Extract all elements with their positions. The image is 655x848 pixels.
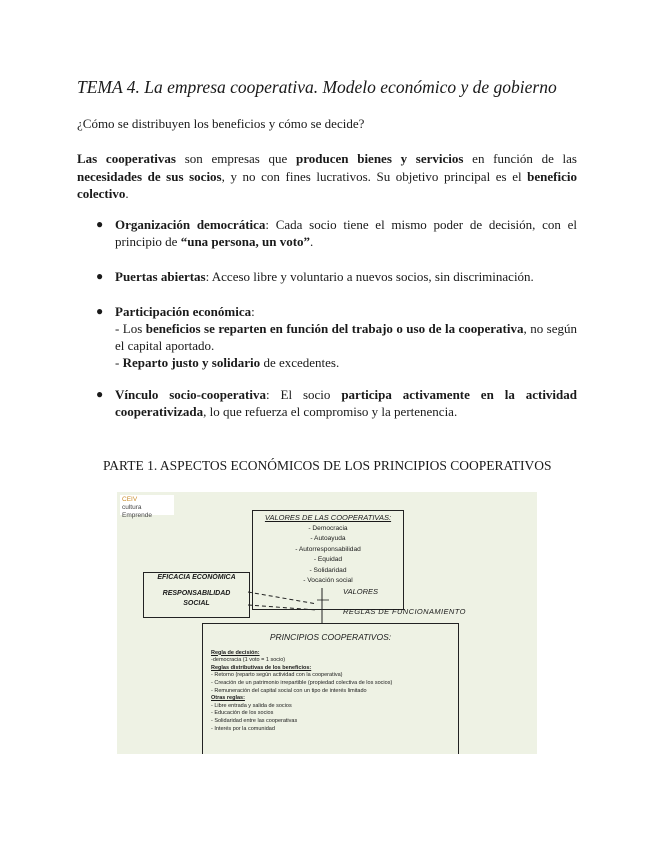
- diagram-image: [117, 492, 537, 754]
- bullet-item-participacion: ● Participación económica: - Los beneficios se reparten en función del trabajo o uso de la cooperativa, no según el capital aportado. - Reparto justo y solidario de excedentes.: [96, 304, 577, 370]
- logo: CEIV cultura Emprende: [120, 495, 174, 515]
- principios-box: PRINCIPIOS COOPERATIVOS: Regla de decisión: -democracia (1 voto = 1 socio) Reglas distributivas de los beneficios: - Retorno (reparto según actividad con la cooperativa) - Creación de un patrimonio irrepartible (propiedad colectiva de los socios) - Remuneración del capital social con un tipo de interés limitado Otras reglas: - Libre entrada y salida de socios - Educación de los socios - Solidaridad entre las cooperativas - Interés por la comunidad: [202, 623, 459, 754]
- valores-box: VALORES DE LAS COOPERATIVAS: - Democracia - Autoayuda - Autorresponsabilidad - Equidad - Solidaridad - Vocación social: [252, 510, 404, 610]
- section-heading: PARTE 1. ASPECTOS ECONÓMICOS DE LOS PRINCIPIOS COOPERATIVOS: [103, 458, 552, 473]
- label-valores: VALORES: [343, 587, 379, 596]
- subtitle-question: ¿Cómo se distribuyen los beneficios y cómo se decide?: [77, 116, 365, 131]
- label-reglas: REGLAS DE FUNCIONAMIENTO: [343, 607, 466, 616]
- bullet-item-vinculo: ● Vínculo socio-cooperativa: El socio participa activamente en la actividad cooperativizada, lo que refuerza el compromiso y la pertenencia.: [96, 387, 578, 419]
- bullet-dot-icon: ●: [96, 304, 104, 318]
- bullet-dot-icon: ●: [96, 387, 104, 401]
- intro-paragraph: Las cooperativas son empresas que producen bienes y servicios en función de las necesidades de sus socios, y no con fines lucrativos. Su objetivo principal es el beneficio colectivo.: [77, 151, 577, 201]
- page-title: TEMA 4. La empresa cooperativa. Modelo económico y de gobierno: [77, 77, 557, 97]
- bullet-item-organizacion: ● Organización democrática: Cada socio tiene el mismo poder de decisión, con el principio de “una persona, un voto”.: [96, 217, 577, 249]
- bullet-item-puertas: ● Puertas abiertas: Acceso libre y voluntario a nuevos socios, sin discriminación.: [96, 269, 534, 284]
- bullet-dot-icon: ●: [96, 269, 104, 283]
- bullet-dot-icon: ●: [96, 217, 104, 231]
- eficacia-box: EFICACIA ECONÓMICA RESPONSABILIDAD SOCIAL: [143, 572, 250, 618]
